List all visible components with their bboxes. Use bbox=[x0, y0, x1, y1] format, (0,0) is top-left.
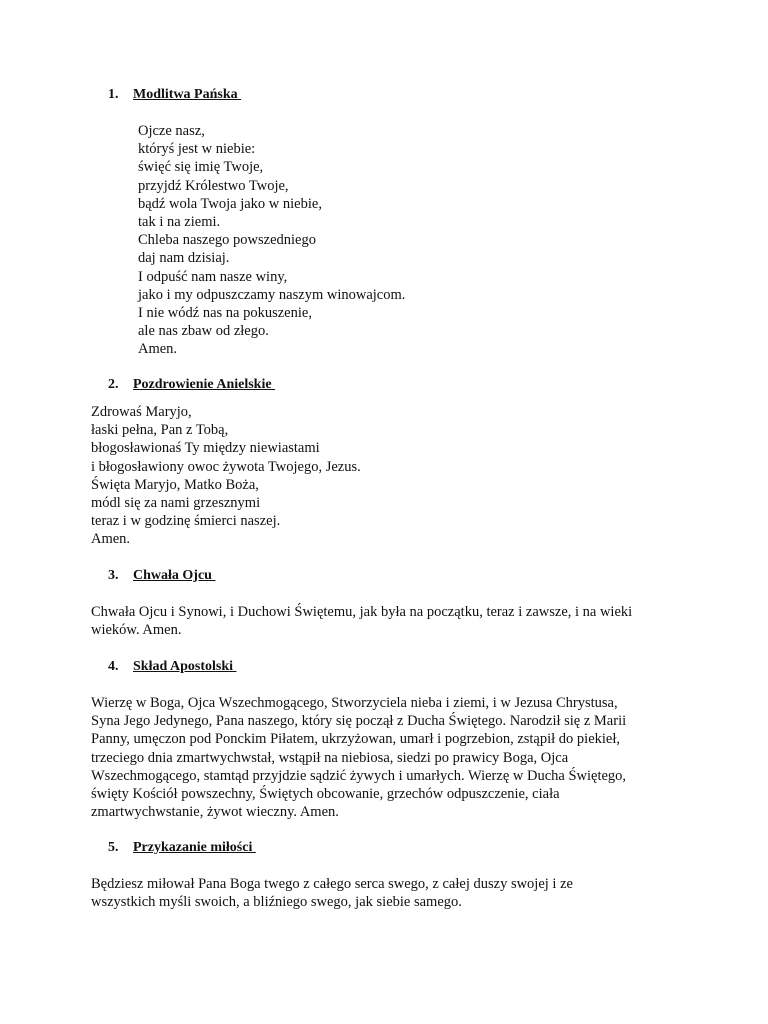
section-number: 5. bbox=[108, 840, 119, 855]
prayer-line: I nie wódź nas na pokuszenie, bbox=[138, 305, 312, 322]
prayer-line: błogosławionaś Ty między niewiastami bbox=[91, 440, 320, 457]
prayer-line: Zdrowaś Maryjo, bbox=[91, 404, 192, 420]
prayer-line: ale nas zbaw od złego. bbox=[138, 323, 269, 340]
section-title: Przykazanie miłości bbox=[133, 840, 256, 855]
section-number: 1. bbox=[108, 87, 119, 102]
prayer-line: któryś jest w niebie: bbox=[138, 141, 256, 158]
prayer-line: Chleba naszego powszedniego bbox=[138, 232, 316, 249]
prayer-line: wszystkich myśli swoich, a bliźniego swego, jak siebie samego. bbox=[91, 894, 462, 911]
section-title: Chwała Ojcu bbox=[133, 568, 216, 583]
prayer-line: Chwała Ojcu i Synowi, i Duchowi Świętemu, jak była na początku, teraz i zawsze, i na wieki bbox=[91, 604, 633, 620]
prayer-text-chwala-ojcu bbox=[91, 603, 671, 639]
prayer-line: Amen. bbox=[91, 531, 131, 548]
prayer-line: Syna Jego Jedynego, Pana naszego, który się począł z Ducha Świętego. Narodził się z Marii bbox=[91, 713, 627, 730]
prayer-text-sklad-apostolski bbox=[91, 694, 671, 821]
prayer-line: przyjdź Królestwo Twoje, bbox=[138, 177, 289, 194]
prayer-line: teraz i w godzinę śmierci naszej. bbox=[91, 513, 281, 530]
prayer-line: módl się za nami grzesznymi bbox=[91, 495, 261, 512]
section-number: 2. bbox=[108, 377, 119, 392]
section-title: Pozdrowienie Anielskie bbox=[133, 377, 276, 392]
section-title: Modlitwa Pańska bbox=[133, 87, 242, 102]
prayer-text-modlitwa-panska bbox=[138, 122, 405, 359]
prayer-line: Święta Maryjo, Matko Boża, bbox=[91, 476, 259, 493]
prayer-line: święć się imię Twoje, bbox=[138, 159, 264, 176]
prayer-line: jako i my odpuszczamy naszym winowajcom. bbox=[138, 286, 406, 303]
prayer-line: trzeciego dnia zmartwychwstał, wstąpił na niebiosa, siedzi po prawicy Boga, Ojca bbox=[91, 749, 569, 766]
prayer-text-pozdrowienie-anielskie bbox=[91, 403, 361, 549]
prayer-line: Wierzę w Boga, Ojca Wszechmogącego, Stworzyciela nieba i ziemi, i w Jezusa Chrystusa, bbox=[91, 695, 618, 711]
prayer-line: łaski pełna, Pan z Tobą, bbox=[91, 422, 229, 439]
prayer-text-przykazanie-milosci bbox=[91, 875, 671, 911]
section-heading-przykazanie-milosci bbox=[108, 839, 256, 857]
prayer-line: tak i na ziemi. bbox=[138, 214, 221, 231]
prayer-line: Będziesz miłował Pana Boga twego z całego serca swego, z całej duszy swojej i ze bbox=[91, 876, 573, 892]
prayer-line: święty Kościół powszechny, Świętych obcowanie, grzechów odpuszczenie, ciała bbox=[91, 786, 560, 803]
section-heading-sklad-apostolski bbox=[108, 658, 237, 676]
section-heading-pozdrowienie-anielskie bbox=[108, 376, 275, 394]
section-heading-modlitwa-panska bbox=[108, 86, 241, 104]
prayer-line: Panny, umęczon pod Ponckim Piłatem, ukrzyżowan, umarł i pogrzebion, zstąpił do piekieł, bbox=[91, 731, 620, 748]
prayer-line: Ojcze nasz, bbox=[138, 123, 205, 139]
prayer-line: zmartwychwstanie, żywot wieczny. Amen. bbox=[91, 804, 339, 821]
prayer-line: daj nam dzisiaj. bbox=[138, 250, 230, 267]
prayer-line: Wszechmogącego, stamtąd przyjdzie sądzić żywych i umarłych. Wierzę w Ducha Świętego, bbox=[91, 767, 627, 784]
section-number: 3. bbox=[108, 568, 119, 583]
prayer-line: I odpuść nam nasze winy, bbox=[138, 268, 288, 285]
section-heading-chwala-ojcu bbox=[108, 567, 215, 585]
section-title: Skład Apostolski bbox=[133, 659, 237, 674]
prayer-line: i błogosławiony owoc żywota Twojego, Jezus. bbox=[91, 458, 361, 475]
prayer-line: wieków. Amen. bbox=[91, 622, 182, 639]
section-number: 4. bbox=[108, 659, 119, 674]
prayer-line: bądź wola Twoja jako w niebie, bbox=[138, 195, 322, 212]
prayer-line: Amen. bbox=[138, 341, 178, 358]
